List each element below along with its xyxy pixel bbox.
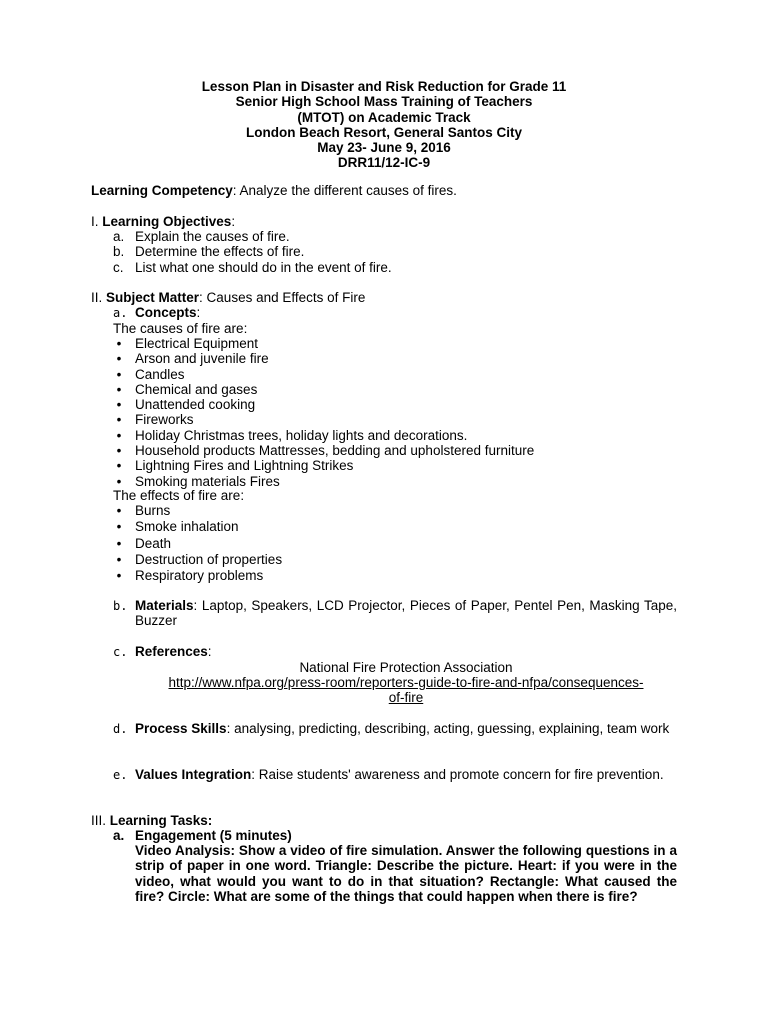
references-heading [113, 644, 212, 660]
learning-competency [91, 183, 457, 198]
header-code: DRR11/12-IC-9 [337, 155, 431, 171]
values-section [135, 767, 677, 782]
cause-text: Electrical Equipment [135, 336, 259, 351]
effect-text: Death [135, 535, 172, 551]
list-marker: a. [113, 229, 125, 244]
bullet-icon: • [116, 473, 122, 489]
header-track: (MTOT) on Academic Track [297, 109, 471, 125]
bullet-icon: • [116, 503, 122, 518]
list-marker: b. [113, 244, 125, 260]
list-item [113, 229, 693, 244]
values-marker [113, 767, 127, 783]
list-marker: b. [113, 599, 128, 613]
objectives-list [113, 229, 693, 275]
objectives-colon: : [231, 214, 236, 229]
effect-text: Respiratory problems [135, 568, 264, 584]
bullet-icon: • [116, 427, 122, 443]
values-label: Values Integration [135, 767, 252, 782]
list-marker: d. [113, 722, 128, 736]
process-marker [113, 721, 127, 737]
list-item [113, 244, 693, 259]
list-item [116, 412, 534, 428]
bullet-icon: • [116, 381, 122, 397]
bullet-icon: • [116, 351, 122, 367]
concepts-heading [113, 305, 200, 321]
cause-text: Fireworks [135, 412, 194, 428]
engagement-text: Video Analysis: Show a video of fire simulation. Answer the following questions in a strip of paper in one word. Triangle: Describe the picture. Heart: if you were in the video, what would you want to do in that situation? Rectangle: What caused the fire? Circle: What are some of the things that could happen when there is fire? [135, 843, 677, 904]
materials-section [135, 598, 677, 629]
engagement-heading [113, 828, 292, 843]
list-item [116, 503, 282, 519]
bullet-icon: • [116, 366, 122, 382]
reference-url-line1[interactable]: http://www.nfpa.org/press-room/reporters-guide-to-fire-and-nfpa/consequences- [168, 675, 644, 690]
bullet-icon: • [116, 443, 122, 459]
causes-intro: The causes of fire are: [113, 321, 248, 336]
bullet-icon: • [116, 535, 122, 551]
references-link[interactable] [135, 675, 677, 690]
objective-text: List what one should do in the event of fire. [135, 259, 392, 275]
objective-text: Determine the effects of fire. [135, 244, 305, 260]
concepts-colon: : [196, 305, 201, 320]
list-item [116, 458, 534, 474]
document-header [0, 79, 768, 171]
objective-text: Explain the causes of fire. [135, 229, 290, 244]
list-item [116, 473, 534, 489]
cause-text: Smoking materials Fires [135, 473, 280, 489]
engagement-label: Engagement (5 minutes) [135, 828, 292, 843]
bullet-icon: • [116, 568, 122, 584]
objectives-numeral: I. [91, 214, 103, 229]
list-item [116, 381, 534, 397]
bullet-icon: • [116, 519, 122, 535]
bullet-icon: • [116, 458, 122, 474]
values-text: : Raise students' awareness and promote concern for fire prevention. [251, 767, 664, 782]
causes-list [116, 336, 535, 489]
list-marker: c. [113, 259, 124, 275]
cause-text: Lightning Fires and Lightning Strikes [135, 458, 354, 474]
list-item [116, 535, 282, 552]
effects-list [116, 503, 283, 584]
list-item [116, 351, 534, 367]
cause-text: Candles [135, 366, 185, 382]
header-venue: London Beach Resort, General Santos City [245, 124, 523, 140]
header-title: Lesson Plan in Disaster and Risk Reduction for Grade 11 [201, 79, 567, 94]
objectives-heading [91, 214, 235, 229]
effects-intro: The effects of fire are: [113, 488, 245, 503]
references-label: References [135, 644, 208, 659]
list-item [116, 519, 282, 535]
list-marker: a. [113, 828, 125, 843]
process-text: : analysing, predicting, describing, acting, guessing, explaining, team work [226, 721, 670, 736]
references-link-cont[interactable] [135, 690, 677, 705]
objectives-label: Learning Objectives [102, 214, 232, 229]
materials-label: Materials [135, 598, 194, 613]
cause-text: Chemical and gases [135, 381, 258, 397]
concepts-marker: a. [113, 306, 128, 320]
effect-text: Burns [135, 503, 171, 518]
subject-numeral: II. [91, 290, 107, 305]
references-source: National Fire Protection Association [299, 660, 513, 675]
tasks-label: Learning Tasks: [109, 813, 213, 828]
list-item [116, 366, 534, 382]
list-marker: c. [113, 645, 128, 659]
cause-text: Holiday Christmas trees, holiday lights and decorations. [135, 427, 468, 443]
process-skills-section [135, 721, 677, 736]
effect-text: Destruction of properties [135, 551, 283, 567]
header-program: Senior High School Mass Training of Teachers [235, 94, 533, 110]
cause-text: Household products Mattresses, bedding and upholstered furniture [135, 443, 535, 459]
list-item [116, 443, 535, 459]
tasks-heading [91, 813, 212, 828]
bullet-icon: • [116, 412, 122, 428]
references-colon: : [207, 644, 212, 659]
competency-label: Learning Competency [91, 183, 233, 198]
cause-text: Unattended cooking [135, 397, 256, 413]
bullet-icon: • [116, 551, 122, 567]
subject-heading [91, 290, 365, 305]
list-item [113, 260, 693, 275]
bullet-icon: • [116, 397, 122, 413]
list-item [116, 427, 534, 443]
list-item [116, 551, 283, 568]
bullet-icon: • [116, 336, 122, 351]
cause-text: Arson and juvenile fire [135, 351, 269, 367]
list-item [116, 336, 534, 351]
list-item [116, 397, 534, 413]
concepts-label: Concepts [135, 305, 197, 320]
reference-url-line2[interactable]: of-fire [388, 690, 424, 705]
header-dates: May 23- June 9, 2016 [317, 140, 451, 156]
list-marker: e. [113, 768, 128, 782]
tasks-numeral: III. [91, 813, 110, 828]
materials-text: : Laptop, Speakers, LCD Projector, Pieces of Paper, Pentel Pen, Masking Tape, Buzzer [135, 598, 677, 629]
subject-label: Subject Matter [106, 290, 200, 305]
subject-text: : Causes and Effects of Fire [199, 290, 366, 305]
process-label: Process Skills [135, 721, 227, 736]
materials-marker [113, 598, 127, 614]
competency-text: : Analyze the different causes of fires. [232, 183, 457, 198]
list-item [116, 568, 282, 584]
effect-text: Smoke inhalation [135, 519, 239, 535]
